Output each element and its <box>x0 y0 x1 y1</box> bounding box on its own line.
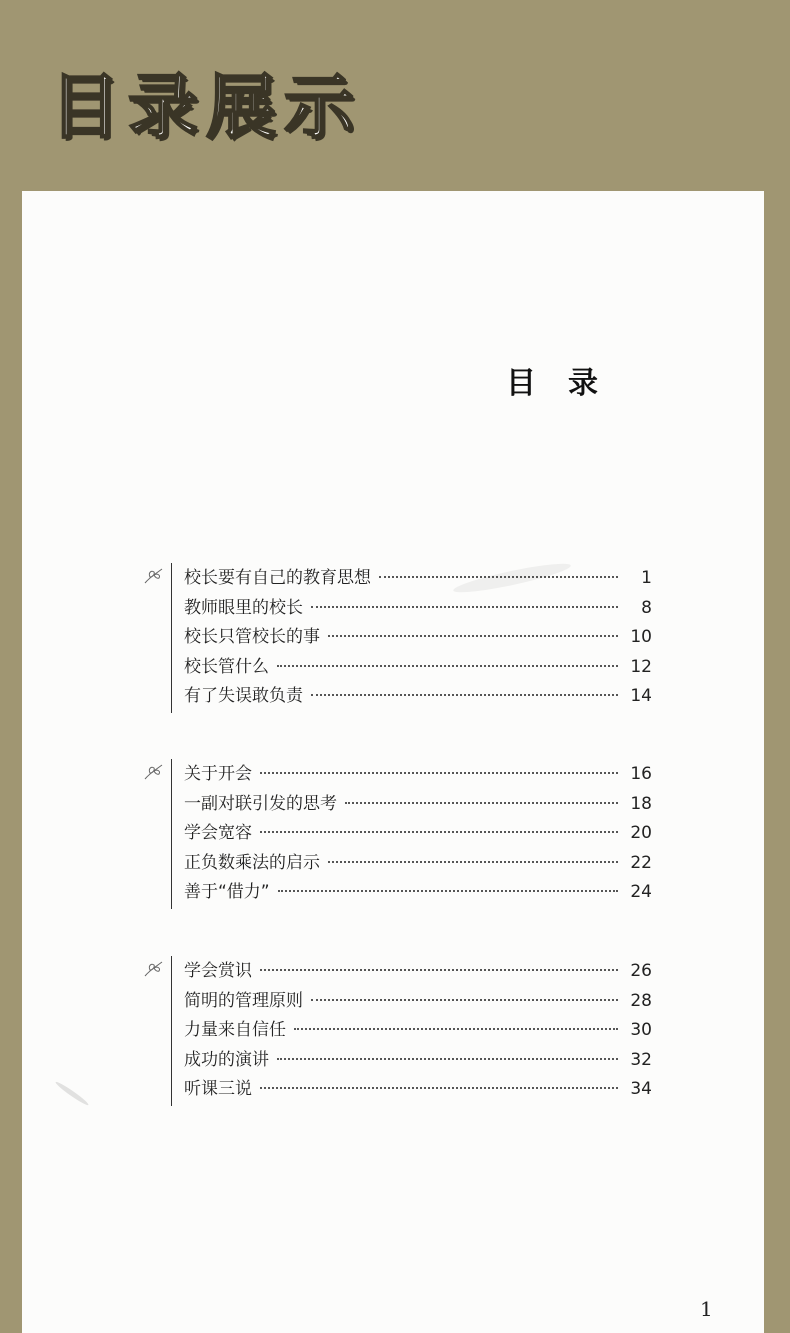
toc-entry[interactable] <box>184 1074 652 1104</box>
toc-dot-leader <box>260 969 618 971</box>
toc-group-rule <box>171 956 172 1106</box>
toc-entry-page: 14 <box>630 686 652 707</box>
toc-entry-title: 学会赏识 <box>184 961 252 981</box>
toc-dot-leader <box>311 694 618 696</box>
toc-dot-leader <box>260 772 618 774</box>
toc-entry-title: 教师眼里的校长 <box>184 597 303 618</box>
toc-entry[interactable] <box>184 848 652 878</box>
toc-entry-title: 关于开会 <box>184 764 252 784</box>
toc-entry-title: 校长只管校长的事 <box>184 627 320 648</box>
scan-smudge <box>54 1080 90 1107</box>
toc-entry[interactable] <box>184 681 652 711</box>
toc-entry[interactable] <box>184 877 652 907</box>
toc-list <box>184 956 652 1104</box>
toc-entry-title: 校长要有自己的教育思想 <box>184 568 371 588</box>
toc-entry[interactable] <box>184 593 652 623</box>
toc-entry-title: 校长管什么 <box>184 656 269 677</box>
toc-entry[interactable] <box>184 956 652 986</box>
toc-list <box>184 759 652 907</box>
toc-entry-page: 32 <box>630 1049 652 1070</box>
toc-group-rule <box>171 759 172 909</box>
toc-entry-title: 听课三说 <box>184 1079 252 1100</box>
toc-entry-page: 34 <box>630 1079 652 1100</box>
toc-entry[interactable] <box>184 1015 652 1045</box>
toc-entry-page: 30 <box>630 1020 652 1041</box>
toc-dot-leader <box>328 635 618 637</box>
toc-entry-page: 22 <box>630 852 652 873</box>
toc-entry-page: 8 <box>641 597 652 618</box>
toc-entry-title: 一副对联引发的思考 <box>184 793 337 814</box>
toc-entry-page: 1 <box>641 568 652 588</box>
toc-dot-leader <box>277 665 618 667</box>
toc-entry[interactable] <box>184 652 652 682</box>
toc-entry-page: 18 <box>630 793 652 814</box>
toc-dot-leader <box>379 576 618 578</box>
toc-entry-title: 力量来自信任 <box>184 1020 286 1041</box>
toc-dot-leader <box>311 999 618 1001</box>
banner-title: 目录展示 <box>50 66 362 148</box>
toc-entry-title: 善于“借力” <box>184 882 270 903</box>
toc-entry[interactable] <box>184 818 652 848</box>
toc-group-rule <box>171 563 172 713</box>
toc-entry-title: 简明的管理原则 <box>184 990 303 1011</box>
toc-list <box>184 563 652 711</box>
toc-dot-leader <box>260 831 618 833</box>
toc-entry[interactable] <box>184 789 652 819</box>
toc-entry-page: 16 <box>630 764 652 784</box>
flower-sketch-icon <box>142 565 166 587</box>
toc-dot-leader <box>294 1028 618 1030</box>
flower-sketch-icon <box>142 761 166 783</box>
toc-dot-leader <box>260 1087 618 1089</box>
toc-entry[interactable] <box>184 563 652 593</box>
page-title: 目录 <box>506 366 630 401</box>
toc-entry-page: 20 <box>630 823 652 844</box>
book-page <box>22 191 764 1333</box>
toc-entry-page: 10 <box>630 627 652 648</box>
toc-dot-leader <box>345 802 618 804</box>
flower-sketch-icon <box>142 958 166 980</box>
toc-entry[interactable] <box>184 622 652 652</box>
toc-dot-leader <box>328 861 618 863</box>
toc-dot-leader <box>277 1058 618 1060</box>
toc-entry[interactable] <box>184 759 652 789</box>
toc-entry-title: 成功的演讲 <box>184 1049 269 1070</box>
toc-entry-title: 有了失误敢负责 <box>184 686 303 707</box>
toc-dot-leader <box>278 890 618 892</box>
page-number: 1 <box>700 1297 713 1321</box>
toc-entry-page: 26 <box>630 961 652 981</box>
toc-entry-title: 学会宽容 <box>184 823 252 844</box>
toc-dot-leader <box>311 606 618 608</box>
toc-entry[interactable] <box>184 986 652 1016</box>
toc-entry-title: 正负数乘法的启示 <box>184 852 320 873</box>
toc-entry-page: 28 <box>630 990 652 1011</box>
toc-entry[interactable] <box>184 1045 652 1075</box>
toc-entry-page: 24 <box>630 882 652 903</box>
toc-entry-page: 12 <box>630 656 652 677</box>
